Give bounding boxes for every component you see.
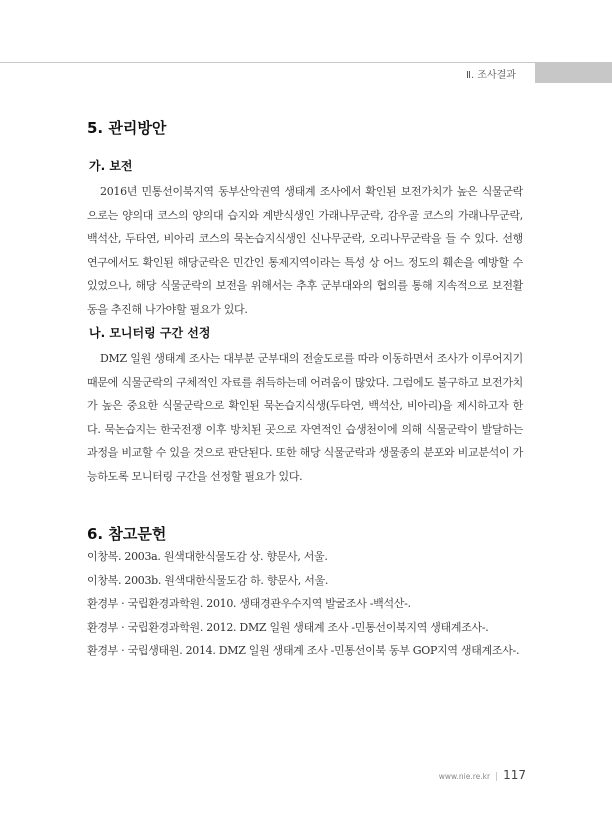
subsection-title-monitoring: 나. 모니터링 구간 선정	[89, 326, 211, 340]
section-title-references: 6. 참고문헌	[87, 525, 167, 543]
reference-item: 환경부 · 국립환경과학원. 2012. DMZ 일원 생태계 조사 -민통선이북지역 생태계조사-.	[87, 620, 489, 634]
reference-item: 이창복. 2003b. 원색대한식물도감 하. 향문사, 서울.	[87, 573, 329, 587]
section-title-management: 5. 관리방안	[87, 119, 167, 137]
page-number: 117	[503, 768, 526, 782]
footer-url: www.nie.re.kr	[438, 772, 491, 781]
reference-item: 환경부 · 국립환경과학원. 2010. 생태경관우수지역 발굴조사 -백석산-.	[87, 597, 411, 610]
subsection-title-conservation: 가. 보전	[89, 159, 133, 173]
page-footer	[439, 768, 526, 782]
reference-item: 이창복. 2003a. 원색대한식물도감 상. 향문사, 서울.	[87, 550, 328, 563]
reference-item: 환경부 · 국립생태원. 2014. DMZ 일원 생태계 조사 -민통선이북 동부 GOP지역 생태계조사-.	[87, 644, 520, 657]
chapter-label: Ⅱ. 조사결과	[466, 69, 516, 81]
paragraph-monitoring: DMZ 일원 생태계 조사는 대부분 군부대의 전술도로를 따라 이동하면서 조사가 이루어지기 때문에 식물군락의 구체적인 자료를 취득하는데 어려움이 많았다. 그럼에도 불구하고 보전가치가 높은 중요한 식물군락으로 확인된 묵논습지식생(두타연, 백석산, 비아리)을 제시하고자 한다. 묵논습지는 한국전쟁 이후 방치된 곳으로 자연적인 습생천이에 의해 식물군락이 발달하는 과정을 비교할 수 있을 것으로 판단된다. 또한 해당 식물군락과 생물종의 분포와 비교분석이 가능하도록 모니터링 구간을 선정할 필요가 있다.	[87, 352, 523, 483]
reference-list	[87, 545, 523, 663]
chapter-tab-bar	[535, 63, 612, 83]
paragraph-conservation: 2016년 민통선이북지역 동부산악권역 생태계 조사에서 확인된 보전가치가 높은 식물군락으로는 양의대 코스의 양의대 습지와 계반식생인 가래나무군락, 감우골 코스의 가래나무군락, 백석산, 두타연, 비아리 코스의 묵논습지식생인 신나무군락, 오리나무군락을 들 수 있다. 선행 연구에서도 확인된 해당군락은 민간인 통제지역이라는 특성 상 어느 정도의 훼손을 예방할 수 있었으나, 해당 식물군락의 보전을 위해서는 추후 군부대와의 협의를 통해 지속적으로 보전활동을 추진해 나가야할 필요가 있다.	[87, 185, 523, 316]
footer-separator: |	[495, 772, 499, 782]
